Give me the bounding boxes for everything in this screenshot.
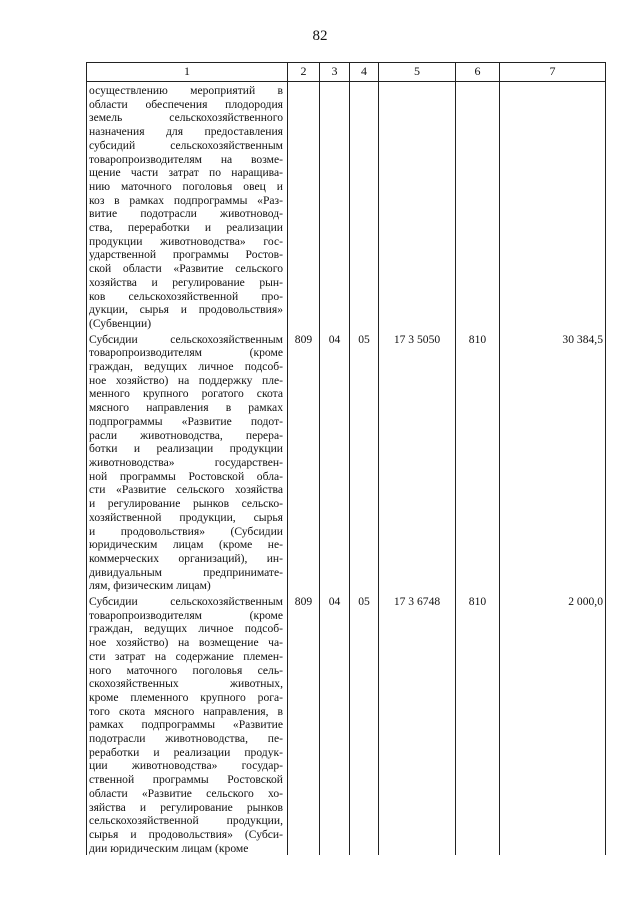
description-line: (Субвенции) xyxy=(89,316,152,330)
description-line: ударственной программы Ростов- xyxy=(89,248,283,262)
row-description xyxy=(87,593,288,855)
description-line: ное хозяйство) на возмещение ча- xyxy=(89,636,283,650)
row-description xyxy=(87,331,288,593)
target-article-code: 17 3 6748 xyxy=(379,593,456,855)
description-line: витие подотрасли животновод- xyxy=(89,207,283,221)
expense-type-code xyxy=(456,82,500,331)
column-header-4: 4 xyxy=(350,63,379,82)
description-line: и регулирование рынков сельско- xyxy=(89,497,283,511)
description-line: лям, физическим лицам) xyxy=(89,579,211,593)
description-line: того скота мясного направления, в xyxy=(89,704,283,718)
description-line: осуществлению мероприятий в xyxy=(89,84,283,97)
description-line: рамках подпрограммы «Развитие xyxy=(89,718,283,732)
description-line: животноводства» государствен- xyxy=(89,455,283,469)
description-line: области обеспечения плодородия xyxy=(89,97,283,111)
description-line: продукции животноводства» гос- xyxy=(89,234,283,248)
description-line: сти «Развитие сельского хозяйства xyxy=(89,483,283,497)
subsection-code: 05 xyxy=(350,593,379,855)
description-line: ного маточного поголовья сель- xyxy=(89,663,283,677)
description-line: сельскохозяйственной продукции, xyxy=(89,814,283,828)
description-line: дии юридическим лицам (кроме xyxy=(89,841,249,855)
description-line: сырья и продовольствия» (Субси- xyxy=(89,827,283,841)
description-line: ботки и реализации продукции xyxy=(89,442,283,456)
description-line: коммерческих организаций), ин- xyxy=(89,551,283,565)
column-header-1: 1 xyxy=(87,63,288,82)
description-line: щение части затрат по наращива- xyxy=(89,166,283,180)
description-line: коз в рамках подпрограммы «Раз- xyxy=(89,193,283,207)
column-header-5: 5 xyxy=(379,63,456,82)
description-line: субсидий сельскохозяйственным xyxy=(89,138,283,152)
table-header-row xyxy=(87,63,606,82)
table-row xyxy=(87,331,606,593)
description-line: товаропроизводителям на возме- xyxy=(89,152,283,166)
description-line: зяйства и регулирование рынков xyxy=(89,800,283,814)
column-header-7: 7 xyxy=(500,63,606,82)
subsection-code xyxy=(350,82,379,331)
description-line: назначения для предоставления xyxy=(89,125,283,139)
target-article-code xyxy=(379,82,456,331)
description-line: дукции, сырья и продовольствия» xyxy=(89,303,283,317)
description-line: ственной программы Ростовской xyxy=(89,773,283,787)
section-code xyxy=(320,82,350,331)
expense-type-code: 810 xyxy=(456,331,500,593)
description-line: хозяйственной продукции, сырья xyxy=(89,510,283,524)
description-line: ной программы Ростовской обла- xyxy=(89,469,283,483)
description-line: скохозяйственных животных, xyxy=(89,677,283,691)
page-number: 82 xyxy=(312,28,328,44)
table-row xyxy=(87,82,606,331)
budget-table xyxy=(86,62,606,855)
description-line: юридическим лицам (кроме не- xyxy=(89,538,283,552)
description-line: товаропроизводителям (кроме xyxy=(89,608,283,622)
description-line: дивидуальным предпринимате- xyxy=(89,565,283,579)
ministry-code: 809 xyxy=(288,593,320,855)
section-code: 04 xyxy=(320,593,350,855)
row-description xyxy=(87,82,288,331)
description-line: расли животноводства, перера- xyxy=(89,428,283,442)
description-line: граждан, ведущих личное подсоб- xyxy=(89,622,283,636)
description-line: и продовольствия» (Субсидии xyxy=(89,524,283,538)
description-line: ской области «Развитие сельского xyxy=(89,262,283,276)
subsection-code: 05 xyxy=(350,331,379,593)
description-line: сти затрат на содержание племен- xyxy=(89,649,283,663)
table-body xyxy=(87,82,606,856)
amount-value xyxy=(500,82,606,331)
column-header-6: 6 xyxy=(456,63,500,82)
description-line: подотрасли животноводства, пе- xyxy=(89,732,283,746)
table-row xyxy=(87,593,606,855)
section-code: 04 xyxy=(320,331,350,593)
expense-type-code: 810 xyxy=(456,593,500,855)
column-header-3: 3 xyxy=(320,63,350,82)
description-line: Субсидии сельскохозяйственным xyxy=(89,332,283,346)
description-line: Субсидии сельскохозяйственным xyxy=(89,595,283,609)
description-line: мясного направления в рамках xyxy=(89,401,283,415)
description-line: реработки и реализации продук- xyxy=(89,745,283,759)
description-line: ства, переработки и реализации xyxy=(89,221,283,235)
description-line: граждан, ведущих личное подсоб- xyxy=(89,360,283,374)
description-line: кроме племенного крупного рога- xyxy=(89,690,283,704)
description-line: ков сельскохозяйственной про- xyxy=(89,289,283,303)
description-line: хозяйства и регулирование рын- xyxy=(89,275,283,289)
description-line: земель сельскохозяйственного xyxy=(89,111,283,125)
description-line: менного крупного рогатого скота xyxy=(89,387,283,401)
target-article-code: 17 3 5050 xyxy=(379,331,456,593)
description-line: области «Развитие сельского хо- xyxy=(89,786,283,800)
amount-value: 2 000,0 xyxy=(500,593,606,855)
column-header-2: 2 xyxy=(288,63,320,82)
ministry-code: 809 xyxy=(288,331,320,593)
description-line: ное хозяйство) на поддержку пле- xyxy=(89,373,283,387)
description-line: нию маточного поголовья овец и xyxy=(89,179,283,193)
ministry-code xyxy=(288,82,320,331)
description-line: товаропроизводителям (кроме xyxy=(89,346,283,360)
description-line: ции животноводства» государ- xyxy=(89,759,283,773)
amount-value: 30 384,5 xyxy=(500,331,606,593)
description-line: подпрограммы «Развитие подот- xyxy=(89,414,283,428)
